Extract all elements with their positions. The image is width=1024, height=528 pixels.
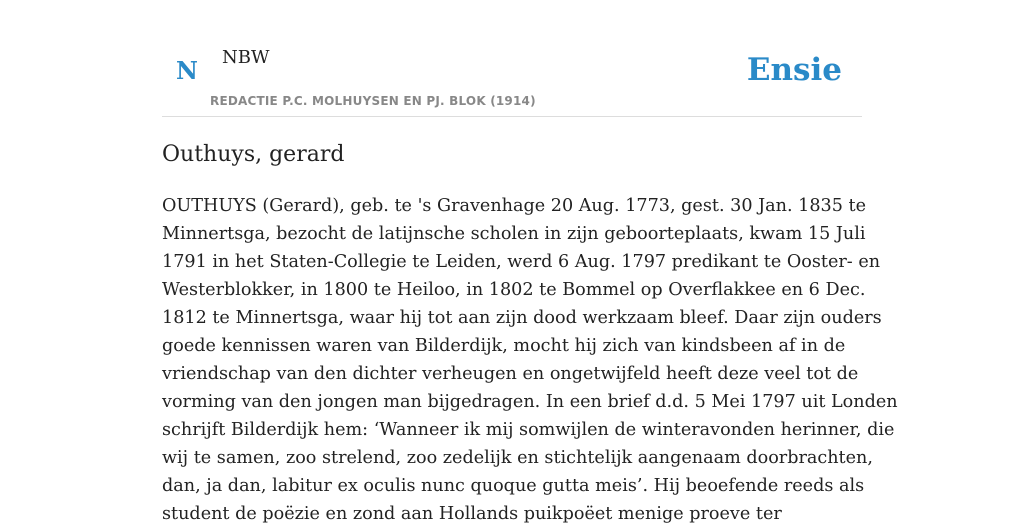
body-line: 1791 in het Staten-Collegie te Leiden, werd 6 Aug. 1797 predikant te Ooster- en bbox=[162, 252, 881, 272]
body-line: vriendschap van den dichter verheugen en ongetwijfeld heeft deze veel tot de bbox=[162, 364, 859, 384]
article-title: Outhuys, gerard bbox=[162, 142, 345, 167]
source-subtitle: REDACTIE P.C. MOLHUYSEN EN PJ. BLOK (1914) bbox=[210, 94, 536, 108]
source-logo[interactable]: N bbox=[176, 56, 198, 85]
source-name[interactable]: NBW bbox=[222, 47, 270, 68]
body-line: dan, ja dan, labitur ex oculis nunc quoque gutta meis’. Hij beoefende reeds als bbox=[162, 476, 865, 496]
body-line: 1812 te Minnertsga, waar hij tot aan zijn dood werkzaam bleef. Daar zijn ouders bbox=[162, 308, 882, 328]
body-line: goede kennissen waren van Bilderdijk, mocht hij zich van kindsbeen af in de bbox=[162, 336, 846, 356]
body-line: student de poëzie en zond aan Hollands puikpoëet menige proeve ter bbox=[162, 504, 782, 524]
body-line: Westerblokker, in 1800 te Heiloo, in 1802 te Bommel op Overflakkee en 6 Dec. bbox=[162, 280, 866, 300]
body-line: OUTHUYS (Gerard), geb. te 's Gravenhage 20 Aug. 1773, gest. 30 Jan. 1835 te bbox=[162, 196, 867, 216]
article-body bbox=[162, 192, 898, 528]
body-line: Minnertsga, bezocht de latijnsche scholen in zijn geboorteplaats, kwam 15 Juli bbox=[162, 224, 866, 244]
header bbox=[162, 0, 862, 117]
brand-logo[interactable]: Ensie bbox=[746, 52, 842, 88]
body-line: schrijft Bilderdijk hem: ‘Wanneer ik mij somwijlen de winteravonden herinner, die bbox=[162, 420, 895, 440]
body-line: wij te samen, zoo strelend, zoo zedelijk en stichtelijk aangenaam doorbrachten, bbox=[162, 448, 873, 468]
body-line: vorming van den jongen man bijgedragen. In een brief d.d. 5 Mei 1797 uit Londen bbox=[162, 392, 898, 412]
